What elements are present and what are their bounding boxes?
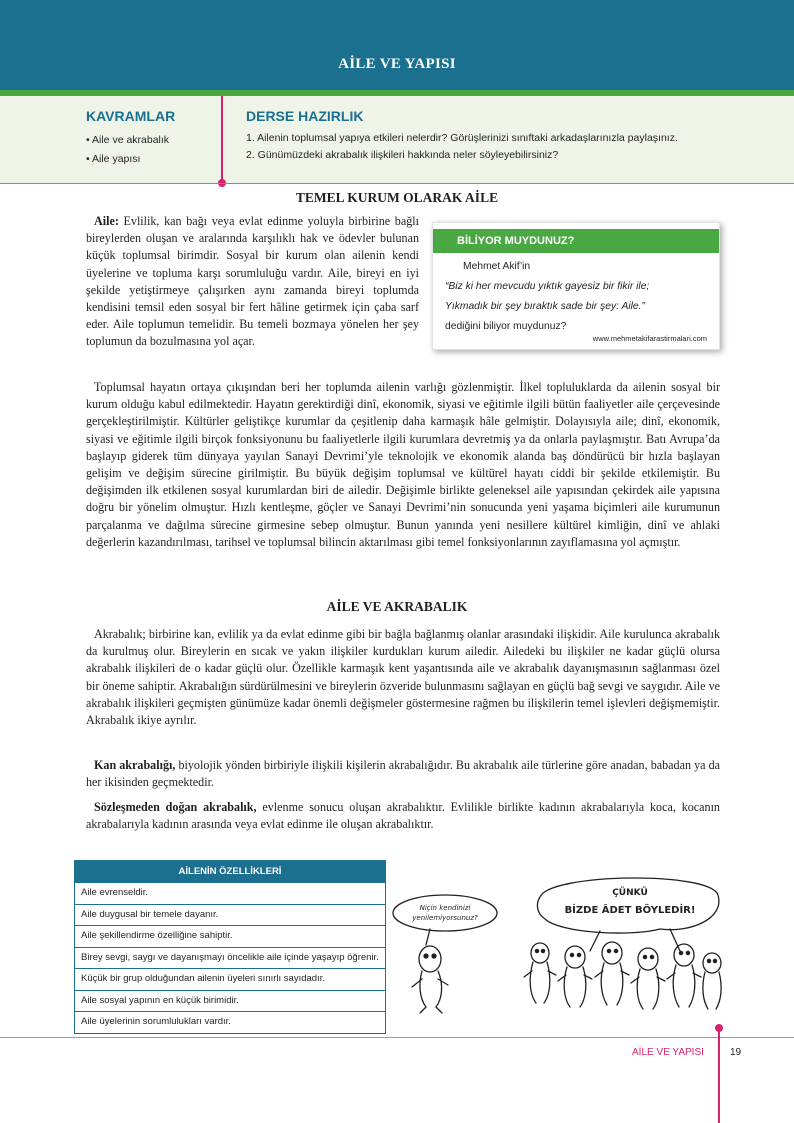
family-feature-row: Aile duygusal bir temele dayanır.	[75, 904, 385, 926]
left-speech-bubble	[393, 895, 497, 931]
cartoon-illustration	[390, 867, 730, 1017]
family-features-table	[74, 860, 386, 1034]
family-feature-row: Aile evrenseldir.	[75, 882, 385, 904]
family-features-title: AİLENİN ÖZELLİKLERİ	[75, 861, 385, 882]
section-title-temel-kurum: TEMEL KURUM OLARAK AİLE	[295, 190, 499, 205]
section-title-aile-akrabalik: AİLE VE AKRABALIK	[326, 599, 468, 614]
panel-divider	[221, 96, 223, 182]
concepts-title: KAVRAMLAR	[86, 108, 176, 124]
preparation-list	[246, 131, 716, 165]
footer-bar	[718, 1030, 720, 1123]
footer-title: AİLE VE YAPISI	[632, 1047, 704, 1058]
aile-definition-paragraph	[86, 213, 419, 351]
page-title: AİLE VE YAPISI	[338, 56, 456, 72]
aile-term: Aile:	[94, 214, 119, 228]
source-url: www.mehmetakifarastirmalari.com	[592, 334, 707, 343]
header-band	[0, 0, 794, 90]
preparation-title: DERSE HAZIRLIK	[246, 108, 364, 124]
blood-kinship-paragraph	[86, 757, 720, 791]
family-feature-row: Küçük bir grup olduğundan ailenin üyeleri sınırlı sayıdadır.	[75, 968, 385, 990]
group-figures	[524, 942, 721, 1009]
quote-line-2: Yıkmadık bir şey bıraktık sade bir şey: Aile.”	[445, 301, 645, 312]
left-bubble-line-1: Niçin kendinizi	[419, 904, 471, 912]
family-feature-row: Aile üyelerinin sorumlulukları vardır.	[75, 1011, 385, 1033]
family-feature-row: Birey sevgi, saygı ve dayanışmayı öncelikle aile içinde yaşayıp öğrenir.	[75, 947, 385, 969]
panel-bottom-rule	[0, 183, 794, 184]
contract-kinship-paragraph	[86, 799, 720, 833]
right-bubble-line-1: ÇÜNKÜ	[612, 888, 648, 898]
page-number: 19	[730, 1047, 742, 1058]
contract-kinship-term: Sözleşmeden doğan akrabalık,	[94, 800, 257, 814]
family-feature-row: Aile şekillendirme özelliğine sahiptir.	[75, 925, 385, 947]
kinship-paragraph: Akrabalık; birbirine kan, evlilik ya da evlat edinme gibi bir bağla bağlanmış olanlar arasındaki ilişkidir. Aile kurulunca akrabalık da kurulmuş olur. Bireylerin en sıcak ve yakın ilişkiler kurdukları kurum ailedir. Ailedeki bu ilişkiler ne kadar güçlü olursa akrabalık ilişkileri de o kadar güçlü olur. Özellikle karmaşık kent yaşantısında aile ve akrabalık dayanışmasının sağlanması özel bir öneme sahiptir. Akrabalığın sürdürülmesini ve bireylerin özveride bulunmasını sağlayan en güçlü bağ sevgi ve saygıdır. Aile ve akrabalık ilişkileri geçmişten günümüze kadar önemli değişmeler göstermesine rağmen bu ilişkilerin temel işlevleri değişmemiştir. Akrabalık ikiye ayrılır.	[86, 627, 720, 728]
concept-item: • Aile yapısı	[86, 153, 141, 165]
right-bubble-line-2: BİZDE ÂDET BÖYLEDİR!	[564, 905, 696, 916]
left-bubble-line-2: yenilemiyorsunuz?	[412, 914, 478, 922]
preparation-question: 2. Günümüzdeki akrabalık ilişkileri hakkında neler söyleyebilirsiniz?	[246, 149, 559, 161]
quote-ending: dediğini biliyor muydunuz?	[445, 321, 567, 332]
history-paragraph: Toplumsal hayatın ortaya çıkışından beri her toplumda ailenin varlığı gözlenmiştir. İlkel topluluklarda da ailenin sosyal bir kurum olduğu kabul edilmektedir. Hayatın gerektirdiği dinî, ekonomik, siyasi ve eğitimle ilgili bütün faaliyetler aile çerçevesinde gerçekleştirilmiştir. Kültürler geliştikçe kurumlar da çeşitlenip daha karmaşık hâle gelmiştir. Dolayısıyla aile; dinî, ekonomik, siyasi ve eğitimle ilgili birçok fonksiyonunu bu faaliyetlerle ilgili kurumlara devretmiş ya da onlarla paylaşmıştır. Batı Avrupa’da başlayıp giderek tüm dünyaya yayılan Sanayi Devrimi’yle teknolojik ve ekonomik alanda baş döndürücü bir hızla başlayan gelişim ve değişim sürecine girilmiştir. Bu büyük değişim toplumsal ve kültürel hayatı ciddi bir şekilde etkilemiştir. Bu değişimden ilk etkilenen sosyal kurumlardan biri de ailedir. Değişimle birlikte geleneksel aile yapısından çekirdek aile yapısına doğru bir yönelim olmuştur. Hızlı kentleşme, göçler ve Sanayi Devrimi’nin sonucunda yeni yaşama biçimleri aile kurumunun parçalanma ve dağılma sürecine girmesine sebep olmuştur. Bunun yanında yeni nesillere kültürel kimliğin, dinî ve ahlaki değerlerin kazandırılması, tarihsel ve toplumsal bilincin aktarılması gibi temel fonksiyonlarının zayıflamasına yol açmıştır.	[86, 380, 720, 549]
aile-definition-text: Evlilik, kan bağı veya evlat edinme yoluyla birbirine bağlı bireylerden oluşan ve aralarında karşılıklı hak ve ödevler bulunan küçük toplumsal birimdir. Sosyal bir kurum olan ailenin kendi üyelerine ve topluma karşı sorumluluğu vardır. Aile, bireyi en iyi şekilde yetiştirmeye çalışırken aynı zamanda bireyi toplumda kendisini temsil eden sosyal bir fert hâline getirmek için çaba sarf eder. Aile toplumun temelidir. Bu temeli bozmaya yönelen her şey toplumun da bozulmasına yol açar.	[86, 214, 419, 349]
blood-kinship-text: biyolojik yönden birbiriyle ilişkili kişilerin akrabalığıdır. Bu akrabalık aile türlerine göre anadan, babadan ya da her ikisinden geçmektedir.	[86, 758, 720, 790]
contract-kinship-text: evlenme sonucu oluşan akrabalıktır. Evlilikle birlikte kadının akrabalarıyla koca, kocanın akrabalarıyla kadının arasında veya evlat edinme ile oluşan akrabalıktır.	[86, 800, 720, 832]
quote-author: Mehmet Akif’in	[463, 261, 531, 272]
did-you-know-box	[432, 222, 720, 350]
footer-rule	[0, 1037, 794, 1038]
quote-line-1: “Biz ki her mevcudu yıktık gayesiz bir fikir ile;	[445, 281, 650, 292]
family-feature-row: Aile sosyal yapının en küçük birimidir.	[75, 990, 385, 1012]
did-you-know-body	[433, 253, 719, 337]
preparation-question: 1. Ailenin toplumsal yapıya etkileri nelerdir? Görüşlerinizi sınıftaki arkadaşlarınızla paylaşınız.	[246, 132, 678, 144]
blood-kinship-term: Kan akrabalığı,	[94, 758, 176, 772]
did-you-know-title: BİLİYOR MUYDUNUZ?	[433, 229, 719, 253]
left-figure	[412, 946, 448, 1013]
concept-item: • Aile ve akrabalık	[86, 134, 170, 146]
concepts-list	[86, 131, 169, 169]
